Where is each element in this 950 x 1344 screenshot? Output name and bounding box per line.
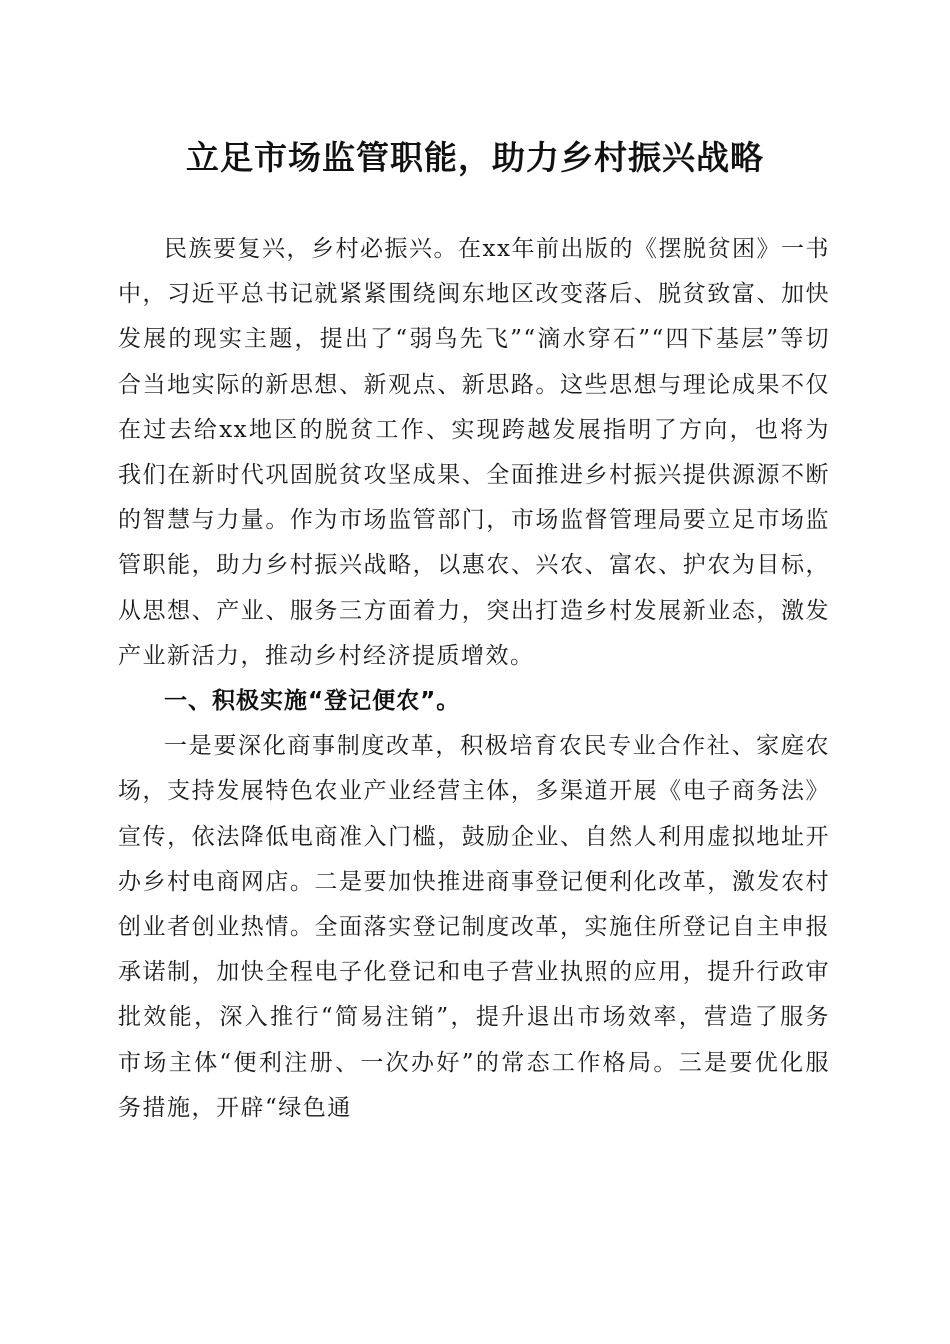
section-paragraph: 一是要深化商事制度改革，积极培育农民专业合作社、家庭农场，支持发展特色农业产业经营主体，多渠道开展《电子商务法》宣传，依法降低电商准入门槛，鼓励企业、自然人利用虚拟地址开办乡村电商网店。二是要加快推进商事登记便利化改革，激发农村创业者创业热情。全面落实登记制度改革，实施住所登记自主申报承诺制，加快全程电子化登记和电子营业执照的应用，提升行政审批效能，深入推行“简易注销”，提升退出市场效率，营造了服务市场主体“便利注册、一次办好”的常态工作格局。三是要优化服务措施，开辟“绿色通: [118, 733, 830, 1121]
intro-paragraph: 民族要复兴，乡村必振兴。在xx年前出版的《摆脱贫困》一书中，习近平总书记就紧紧围绕闽东地区改变落后、脱贫致富、加快发展的现实主题，提出了“弱鸟先飞”“滴水穿石”“四下基层”等切合当地实际的新思想、新观点、新思路。这些思想与理论成果不仅在过去给xx地区的脱贫工作、实现跨越发展指明了方向，也将为我们在新时代巩固脱贫攻坚成果、全面推进乡村振兴提供源源不断的智慧与力量。作为市场监管部门，市场监督管理局要立足市场监管职能，助力乡村振兴战略，以惠农、兴农、富农、护农为目标，从思想、产业、服务三方面着力，突出打造乡村发展新业态，激发产业新活力，推动乡村经济提质增效。: [118, 236, 830, 669]
document-title: 立足市场监管职能，助力乡村振兴战略: [186, 138, 764, 177]
document-body: [118, 227, 830, 1131]
section-heading: 一、积极实施“登记便农”。: [164, 688, 461, 715]
